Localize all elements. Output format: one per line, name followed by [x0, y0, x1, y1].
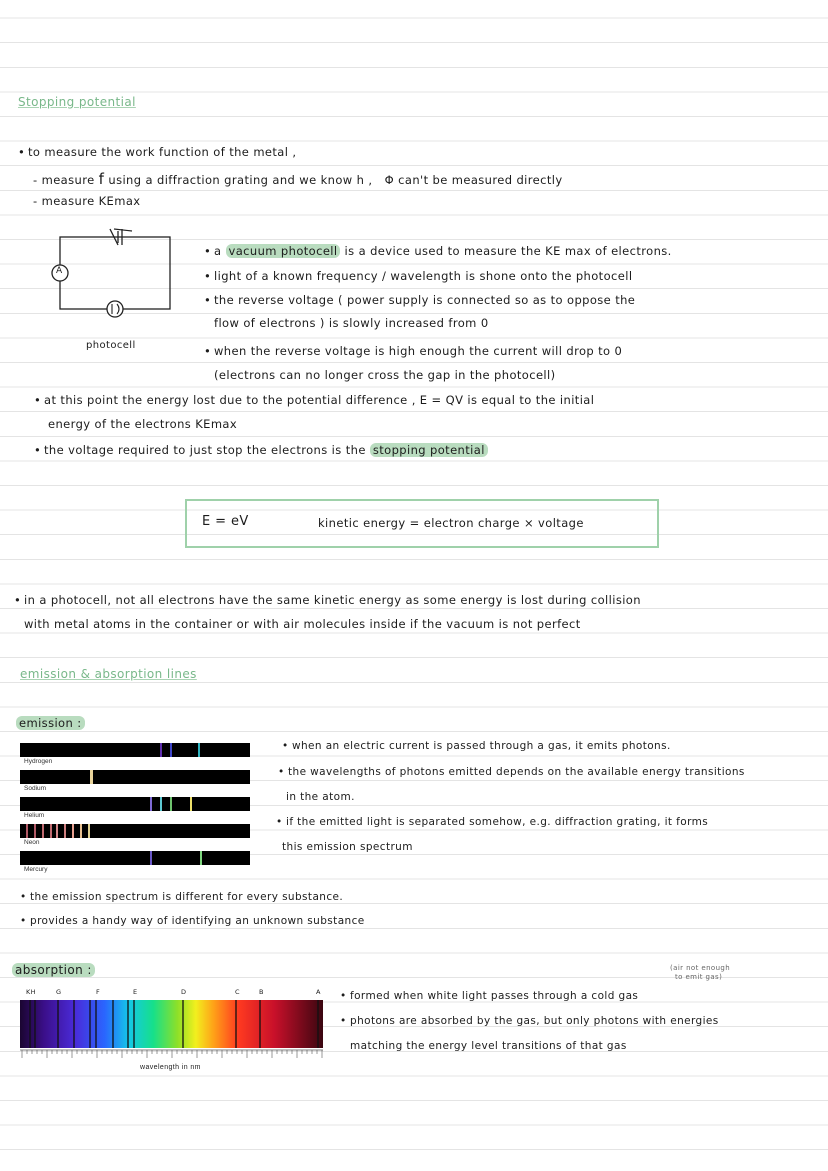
absorption-letter-C: C	[235, 988, 240, 996]
absorption-letter-B: B	[259, 988, 264, 996]
photocell-note-4a: • when the reverse voltage is high enough the current will drop to 0	[204, 344, 623, 358]
photocell-note-3b: flow of electrons ) is slowly increased from 0	[214, 316, 489, 330]
intro-line-1: • to measure the work function of the metal ,	[18, 145, 297, 159]
label-sodium: Sodium	[24, 785, 47, 792]
label-neon: Neon	[24, 839, 40, 846]
energy-note-2: • the voltage required to just stop the electrons is the stopping potential	[34, 443, 488, 457]
label-helium: Helium	[24, 812, 45, 819]
photocell-label: photocell	[86, 340, 136, 351]
photocell-note-3a: • the reverse voltage ( power supply is connected so as to oppose the	[204, 293, 636, 307]
circuit-diagram	[40, 225, 180, 355]
absorption-letter-F: F	[96, 988, 101, 996]
absorption-spectrum	[18, 986, 328, 1076]
emission-note-2b: in the atom.	[286, 791, 355, 803]
section-heading-stopping-potential: Stopping potential	[18, 95, 136, 109]
energy-note-1b: energy of the electrons KEmax	[48, 417, 238, 431]
absorption-letter-KH: KH	[26, 988, 36, 996]
label-hydrogen: Hydrogen	[24, 758, 53, 765]
emission-summary-1: • the emission spectrum is different for every substance.	[20, 891, 344, 903]
intro-line-3: - measure KEmax	[33, 194, 141, 208]
emission-summary-2: • provides a handy way of identifying an unknown substance	[20, 915, 365, 927]
spectrum-neon	[20, 824, 250, 838]
spectrum-sodium	[20, 770, 250, 784]
spectrum-mercury	[20, 851, 250, 865]
emission-note-1: • when an electric current is passed through a gas, it emits photons.	[282, 740, 671, 752]
wavelength-axis-label: wavelength in nm	[140, 1064, 201, 1071]
absorption-letter-E: E	[133, 988, 138, 996]
formula-words: kinetic energy = electron charge × voltage	[318, 516, 584, 530]
spectrum-helium	[20, 797, 250, 811]
absorption-letter-G: G	[56, 988, 62, 996]
photocell-note-2: • light of a known frequency / wavelength is shone onto the photocell	[204, 269, 633, 283]
ammeter-label: A	[56, 266, 63, 276]
absorption-side-note-1: (air not enough	[670, 964, 731, 972]
absorption-note-1: • formed when white light passes through a cold gas	[340, 990, 639, 1002]
emission-note-3b: this emission spectrum	[282, 841, 413, 853]
absorption-letter-D: D	[181, 988, 187, 996]
formula-equation: E = eV	[202, 514, 249, 529]
absorption-heading: absorption :	[12, 963, 95, 977]
collision-note-1: • in a photocell, not all electrons have the same kinetic energy as some energy is lost during collision	[14, 593, 641, 607]
absorption-note-2a: • photons are absorbed by the gas, but only photons with energies	[340, 1015, 719, 1027]
energy-note-1: • at this point the energy lost due to the potential difference , E = QV is equal to the initial	[34, 393, 595, 407]
collision-note-2: with metal atoms in the container or with air molecules inside if the vacuum is not perfect	[24, 617, 581, 631]
absorption-letter-A: A	[316, 988, 321, 996]
emission-note-3a: • if the emitted light is separated somehow, e.g. diffraction grating, it forms	[276, 816, 709, 828]
absorption-note-2b: matching the energy level transitions of that gas	[350, 1040, 627, 1052]
section-heading-emission-absorption: emission & absorption lines	[20, 667, 197, 681]
photocell-note-4b: (electrons can no longer cross the gap in the photocell)	[214, 368, 556, 382]
absorption-side-note-2: to emit gas)	[675, 973, 723, 981]
intro-line-2: - measure f using a diffraction grating and we know h , Φ can't be measured directly	[33, 170, 563, 188]
label-mercury: Mercury	[24, 866, 48, 873]
spectrum-hydrogen	[20, 743, 250, 757]
photocell-note-1: • a vacuum photocell is a device used to measure the KE max of electrons.	[204, 244, 672, 258]
emission-heading: emission :	[16, 716, 85, 730]
emission-note-2a: • the wavelengths of photons emitted depends on the available energy transitions	[278, 766, 745, 778]
